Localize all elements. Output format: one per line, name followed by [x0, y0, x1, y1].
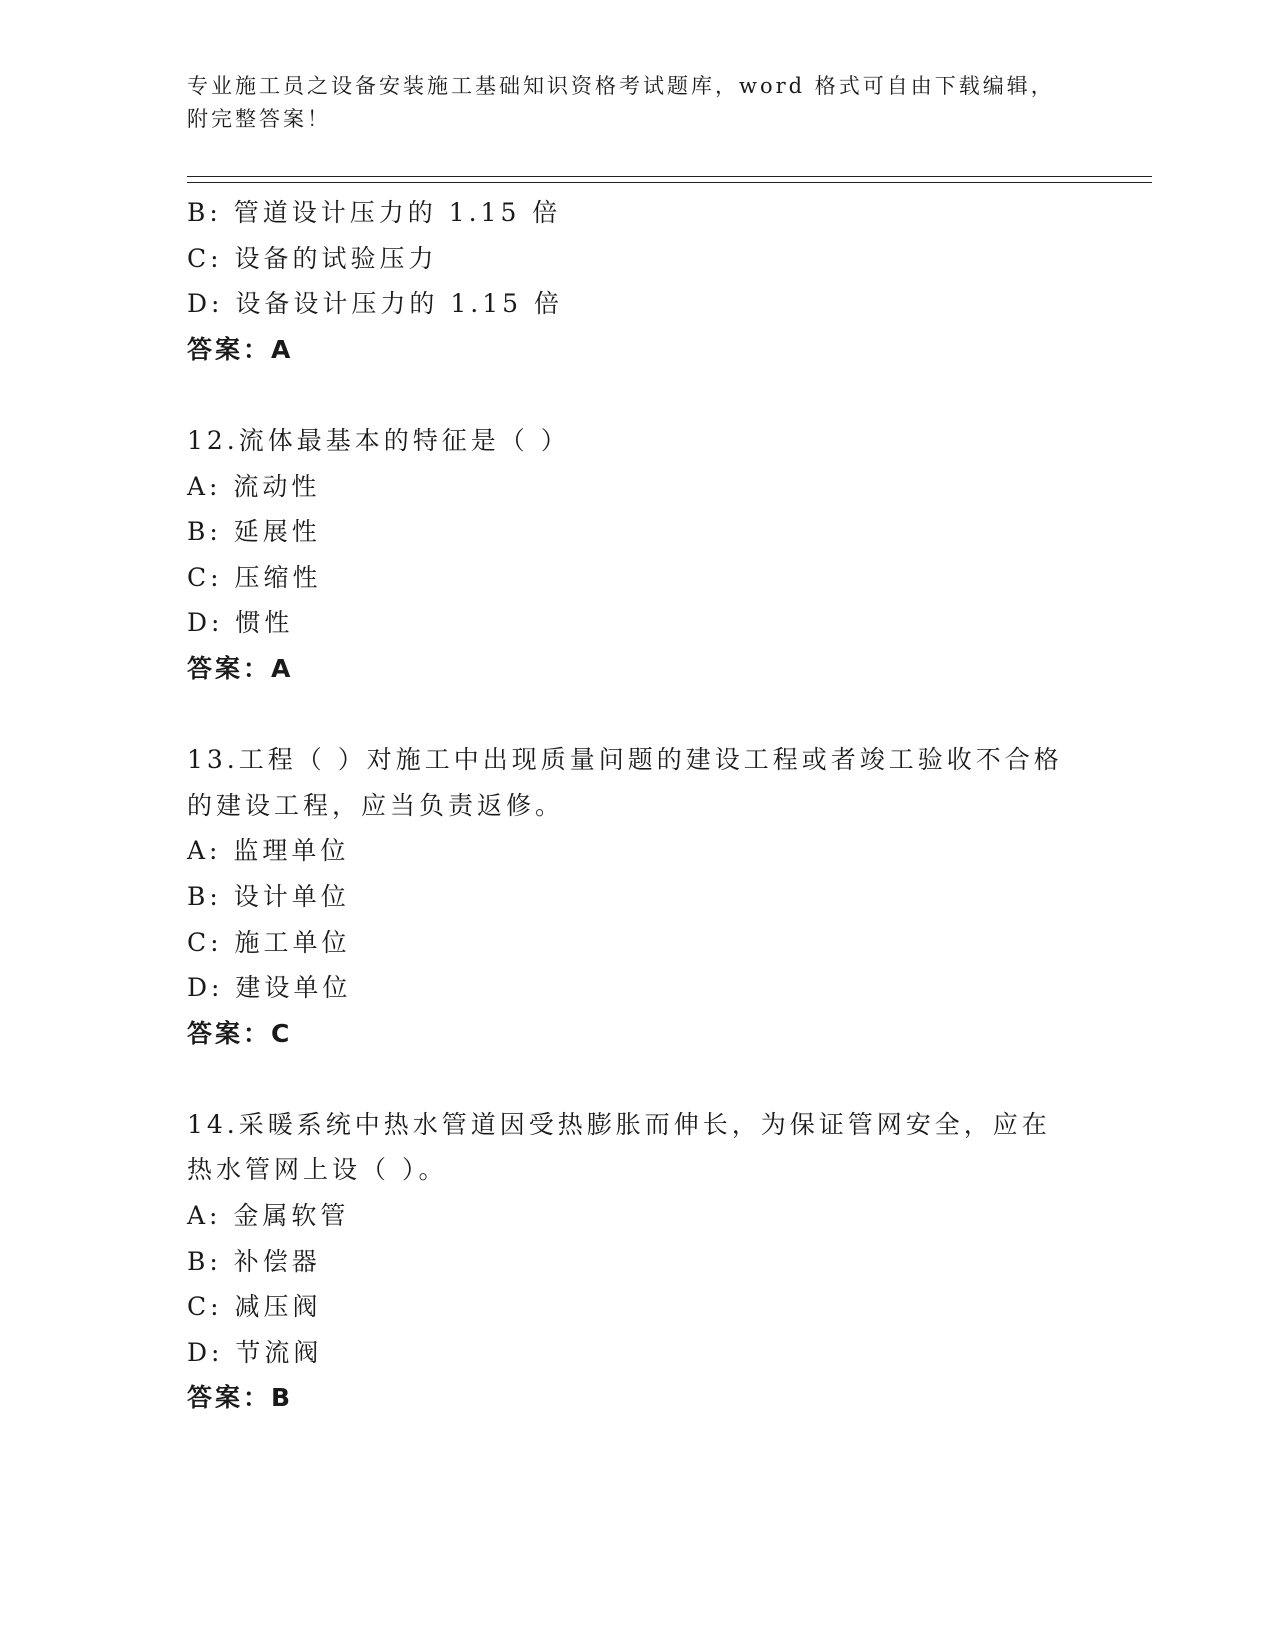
option-a: A: 监理单位 [187, 836, 350, 866]
option-d: D: 节流阀 [187, 1337, 323, 1367]
question-14 [187, 1102, 1087, 1421]
option-c: C: 压缩性 [187, 562, 322, 592]
option-c: C: 减压阀 [187, 1292, 322, 1322]
answer-line: 答案：A [187, 653, 294, 683]
header-line-2: 附完整答案！ [187, 107, 331, 131]
question-list [187, 190, 1087, 1421]
option-b: B: 补偿器 [187, 1246, 321, 1276]
header-line-1: 专业施工员之设备安装施工基础知识资格考试题库，word 格式可自由下载编辑， [187, 74, 1055, 98]
option-c: C: 施工单位 [187, 927, 351, 957]
question-11 [187, 190, 1087, 372]
option-b: B: 延展性 [187, 517, 321, 547]
option-b: B: 管道设计压力的 1.15 倍 [187, 198, 562, 227]
question-spacer [187, 692, 1087, 738]
question-spacer [187, 372, 1087, 418]
option-d: D: 惯性 [187, 608, 294, 638]
question-spacer [187, 1056, 1087, 1102]
option-b: B: 设计单位 [187, 881, 350, 911]
document-header [187, 70, 1067, 136]
option-d: D: 建设单位 [187, 973, 352, 1003]
option-c: C: 设备的试验压力 [187, 243, 438, 273]
header-divider-bottom [187, 182, 1152, 183]
question-text: 14.采暖系统中热水管道因受热膨胀而伸长，为保证管网安全，应在热水管网上设（ ）。 [187, 1109, 1051, 1185]
option-a: A: 流动性 [187, 471, 321, 501]
option-d: D: 设备设计压力的 1.15 倍 [187, 289, 563, 319]
question-text: 12.流体最基本的特征是（ ） [187, 425, 570, 455]
option-a: A: 金属软管 [187, 1201, 350, 1231]
answer-line: 答案：A [187, 334, 294, 364]
answer-line: 答案：C [187, 1018, 293, 1048]
question-12 [187, 418, 1087, 692]
question-text: 13.工程（ ）对施工中出现质量问题的建设工程或者竣工验收不合格的建设工程，应当负责返修。 [187, 745, 1063, 820]
header-divider-top [187, 176, 1152, 177]
answer-line: 答案：B [187, 1383, 294, 1413]
question-13 [187, 737, 1087, 1056]
